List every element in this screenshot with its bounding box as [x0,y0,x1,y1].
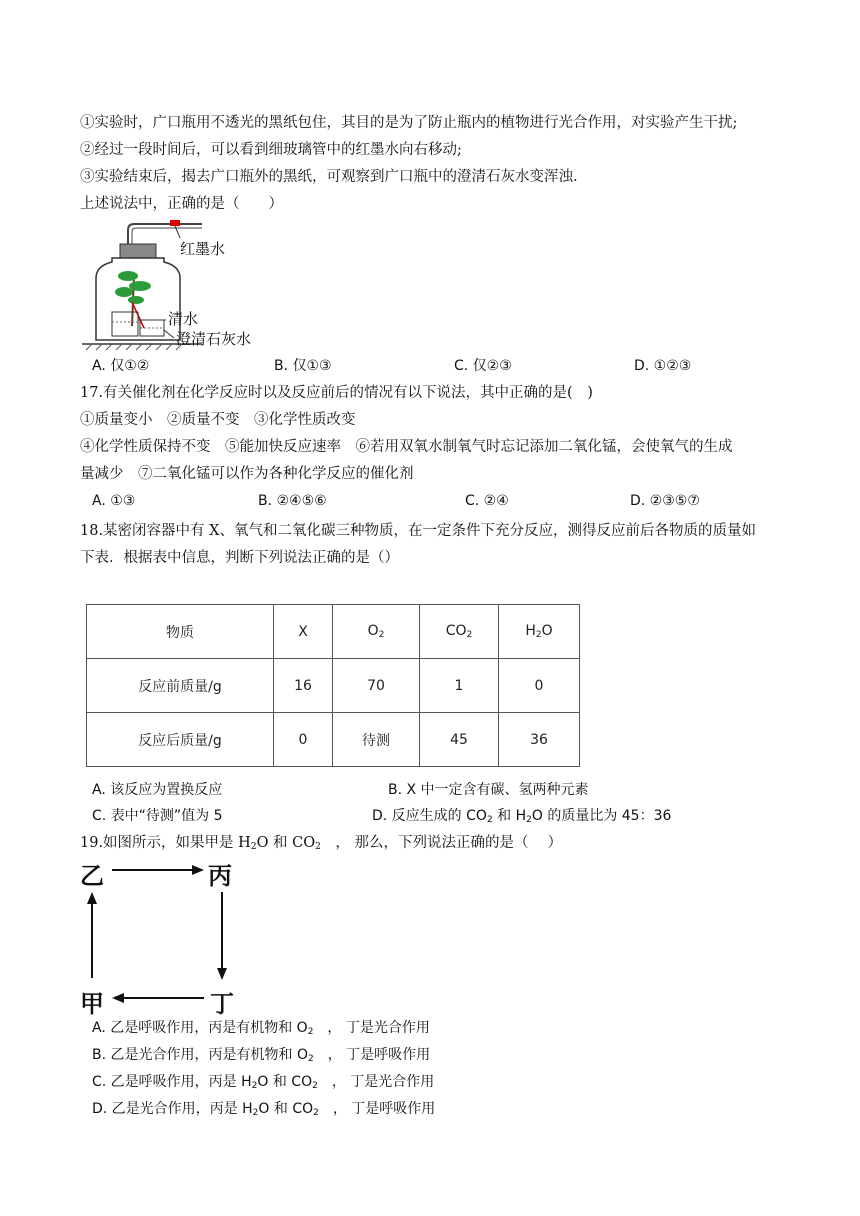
q17-option-d: D. ②③⑤⑦ [630,493,700,509]
table-header-row [87,605,580,659]
header-co2: $CO_2$ [420,605,499,659]
q16-statement-1: ①实验时，广口瓶用不透光的黑纸包住，其目的是为了防止瓶内的植物进行光合作用，对实验产生干扰; [80,115,738,131]
label-water: 清水 [168,310,199,328]
q19-option-c: C. 乙是呼吸作用，丙是 $H_2O$ 和 $CO_2$ ， 丁是光合作用 [92,1074,435,1091]
q18-option-c: C. 表中“待测”值为 5 [92,808,223,824]
label-red-ink: 红墨水 [180,240,226,258]
table-cell: 36 [499,713,580,767]
mass-table [86,604,580,767]
q18-option-b: B. X 中一定含有碳、氢两种元素 [388,782,589,798]
q16-option-a: A. 仅①② [92,358,150,374]
cycle-arrows [78,856,248,1016]
table-cell: 1 [420,659,499,713]
row-label-before: 反应前质量/g [87,659,274,713]
q16-statement-2: ②经过一段时间后，可以看到细玻璃管中的红墨水向右移动; [80,142,462,158]
q18-stem-1: 18.某密闭容器中有 X、氧气和二氧化碳三种物质，在一定条件下充分反应，测得反应前后各物质的质量如 [80,523,756,539]
q19-option-d: D. 乙是光合作用，丙是 $H_2O$ 和 $CO_2$ ， 丁是呼吸作用 [92,1101,436,1118]
q17-stem: 17.有关催化剂在化学反应时以及反应前后的情况有以下说法，其中正确的是( ) [80,385,593,401]
q16-question: 上述说法中，正确的是（ ） [80,196,283,212]
q17-option-c: C. ②④ [465,493,509,509]
q16-option-d: D. ①②③ [634,358,692,374]
node-ding: 丁 [210,990,234,1018]
q17-option-a: A. ①③ [92,493,136,509]
table-cell: 70 [333,659,420,713]
node-yi: 乙 [80,862,104,890]
cycle-diagram [78,856,248,1016]
q18-option-a: A. 该反应为置换反应 [92,782,223,798]
q16-statement-3: ③实验结束后，揭去广口瓶外的黑纸，可观察到广口瓶中的澄清石灰水变浑浊. [80,169,578,185]
table-cell: 0 [499,659,580,713]
q17-line-1: ①质量变小 ②质量不变 ③化学性质改变 [80,412,356,428]
table-cell: 16 [274,659,333,713]
red-ink-drop [170,220,180,226]
header-substance: 物质 [87,605,274,659]
header-h2o: $H_2O$ [499,605,580,659]
row-label-after: 反应后质量/g [87,713,274,767]
node-jia: 甲 [80,990,104,1018]
table-cell: 待测 [333,713,420,767]
header-o2: $O_2$ [333,605,420,659]
q16-option-c: C. 仅②③ [454,358,512,374]
table-row [87,713,580,767]
q17-line-2: ④化学性质保持不变 ⑤能加快反应速率 ⑥若用双氧水制氧气时忘记添加二氧化锰，会使氧气的生成 [80,439,733,455]
table-cell: 0 [274,713,333,767]
q16-option-b: B. 仅①③ [274,358,332,374]
q18-option-d: D. 反应生成的 $CO_2$ 和 $H_2O$ 的质量比为 45：36 [372,808,672,825]
q18-stem-2: 下表．根据表中信息，判断下列说法正确的是（） [80,550,399,566]
apparatus-figure [82,216,282,352]
q19-option-a: A. 乙是呼吸作用，丙是有机物和 $O_2$ ， 丁是光合作用 [92,1020,430,1037]
q19-stem: 19.如图所示，如果甲是 $H_2O$ 和 $CO_2$ ， 那么，下列说法正确的是（ ） [80,835,563,852]
label-limewater: 澄清石灰水 [176,330,252,348]
header-x: X [274,605,333,659]
q17-option-b: B. ②④⑤⑥ [258,493,327,509]
q19-option-b: B. 乙是光合作用，丙是有机物和 $O_2$ ， 丁是呼吸作用 [92,1047,431,1064]
node-bing: 丙 [208,862,232,890]
table-cell: 45 [420,713,499,767]
table-row [87,659,580,713]
q17-line-3: 量减少 ⑦二氧化锰可以作为各种化学反应的催化剂 [80,466,414,482]
